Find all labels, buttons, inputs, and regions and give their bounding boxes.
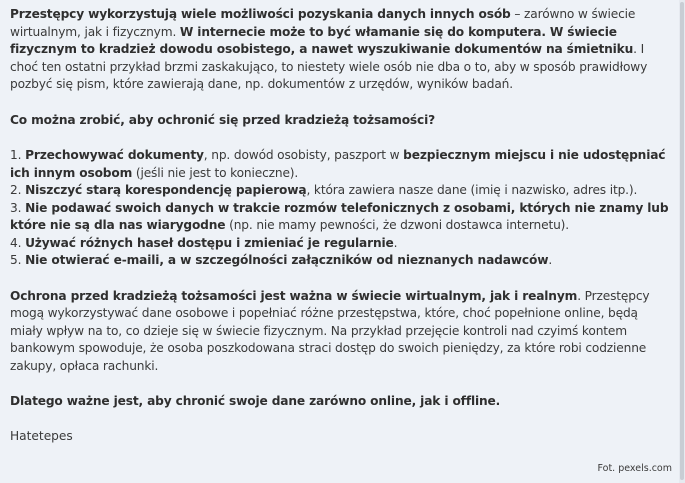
list-item-bold: Nie podawać swoich danych w trakcie rozmów telefonicznych z osobami, których nie znamy lub które nie są dla nas wiarygodne	[10, 200, 669, 232]
list-item	[10, 147, 674, 182]
list-item	[10, 182, 674, 200]
protection-text: . Przestępcy mogą wykorzystywać dane osobowe i popełniać różne przestępstwa, które, choć popełnione online, będą miały wpływ na to, co dzieje się w świecie fizycznym. Na przykład przejęcie kontroli nad czyimś kontem bankowym spowoduje, że osoba poszkodowana straci dostęp do swoich pieniędzy, za które robi codzienne zakupy, opłaca rachunki.	[10, 288, 650, 373]
intro-bold-1: Przestępcy wykorzystują wiele możliwości pozyskania danych innych osób	[10, 7, 511, 21]
list-item-number: 5.	[10, 253, 26, 267]
list-item-number: 1.	[10, 148, 26, 162]
question-text: Co można zrobić, aby ochronić się przed kradzieżą tożsamości?	[10, 112, 436, 127]
list-item-number: 2.	[10, 183, 26, 197]
protection-paragraph	[10, 288, 674, 376]
list-item-bold: bezpiecznym miejscu i nie udostępniać ich innym osobom	[10, 148, 666, 180]
protection-bold: Ochrona przed kradzieżą tożsamości jest ważna w świecie wirtualnym, jak i realnym	[10, 288, 578, 303]
intro-bold-2: W internecie może to być włamanie się do komputera. W świecie fizycznym to kradzież dowodu osobistego, a nawet wyszukiwanie dokumentów na śmietniku	[10, 24, 634, 56]
scrollbar-thumb[interactable]	[680, 2, 684, 480]
list-item	[10, 200, 674, 235]
article-body	[10, 6, 674, 429]
intro-text-1: – zarówno w świecie wirtualnym, jak i fizycznym.	[10, 7, 636, 39]
list-item-text: .	[393, 235, 398, 250]
list-item-text: (np. nie mamy pewności, że dzwoni dostawca internetu).	[225, 218, 569, 232]
list-item-bold: Przechowywać dokumenty	[25, 148, 204, 162]
list-item-bold: Nie otwierać e-maili, a w szczególności załączników od nieznanych nadawców	[25, 253, 549, 267]
list-item-bold: Używać różnych haseł dostępu i zmieniać je regularnie	[25, 235, 394, 250]
list-item-text: (jeśli nie jest to konieczne).	[132, 165, 299, 180]
tips-list	[10, 147, 674, 270]
conclusion-paragraph	[10, 393, 674, 411]
intro-paragraph	[10, 6, 674, 94]
intro-text-2: . I choć ten ostatni przykład brzmi zaskakująco, to niestety wiele osób nie dba o to, aby w sposób prawidłowy pozbyć się pism, które zawierają dane, np. dokumentów z urzędów, wyników badań.	[10, 42, 648, 91]
photo-credit: Fot. pexels.com	[597, 463, 672, 474]
conclusion-text: Dlatego ważne jest, aby chronić swoje dane zarówno online, jak i offline.	[10, 394, 501, 408]
vertical-scrollbar[interactable]	[679, 0, 685, 483]
list-item	[10, 252, 674, 270]
list-item-bold: Niszczyć starą korespondencję papierową	[25, 183, 307, 197]
question-heading	[10, 112, 674, 130]
author-name: Hatetepes	[10, 429, 73, 443]
list-item	[10, 235, 674, 253]
list-item-number: 4.	[10, 235, 26, 250]
list-item-text: , np. dowód osobisty, paszport w	[203, 148, 404, 162]
list-item-number: 3.	[10, 200, 26, 215]
list-item-text: , która zawiera nasze dane (imię i nazwisko, adres itp.).	[306, 183, 638, 197]
list-item-text: .	[548, 253, 553, 267]
